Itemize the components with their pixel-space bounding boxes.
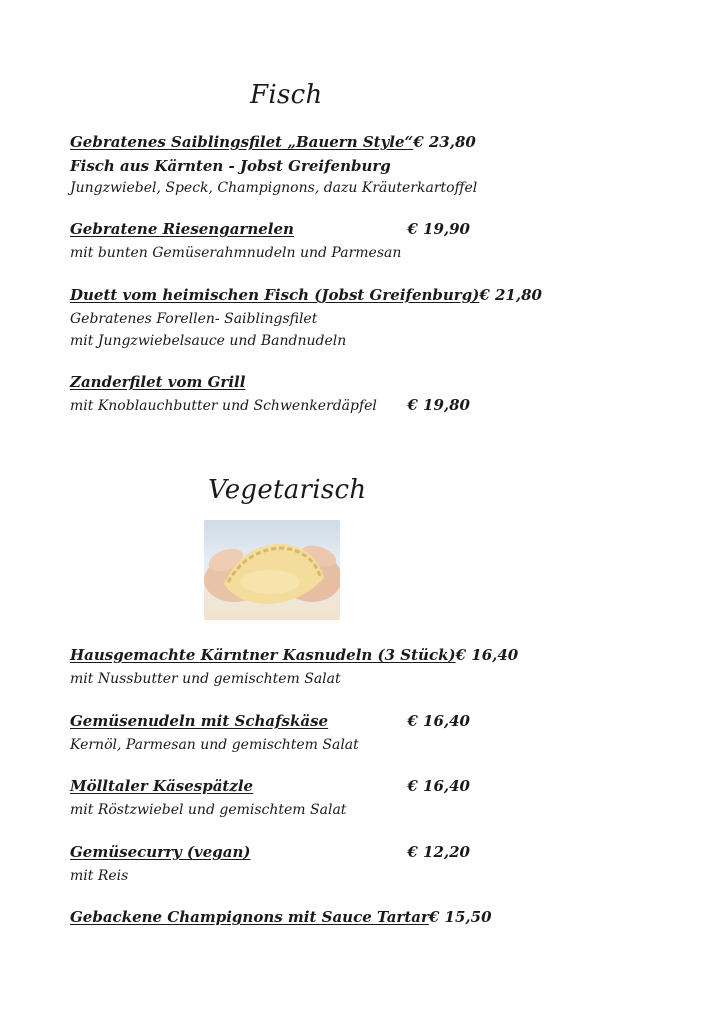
item-description: mit Röstzwiebel und gemischtem Salat xyxy=(70,802,347,818)
item-price: € 23,80 xyxy=(413,133,476,151)
menu-item xyxy=(70,908,492,930)
item-name: Hausgemachte Kärntner Kasnudeln (3 Stück) xyxy=(70,646,456,664)
item-price: € 12,20 xyxy=(407,843,470,861)
menu-item xyxy=(70,133,478,199)
item-name: Gemüsecurry (vegan) xyxy=(70,843,251,861)
item-name: Gebackene Champignons mit Sauce Tartar xyxy=(70,908,429,926)
section-title-vegetarisch: Vegetarisch xyxy=(208,475,367,505)
item-price: € 16,40 xyxy=(407,712,470,730)
item-description: Kernöl, Parmesan und gemischtem Salat xyxy=(70,737,359,753)
section-title-fisch: Fisch xyxy=(250,80,323,110)
item-price: € 19,90 xyxy=(407,220,470,238)
menu-item xyxy=(70,843,470,887)
kasnudel-illustration xyxy=(204,520,340,620)
item-subtitle: Fisch aus Kärnten - Jobst Greifenburg xyxy=(70,157,391,175)
item-price: € 16,40 xyxy=(407,777,470,795)
item-description: Gebratenes Forellen- Saiblingsfilet xyxy=(70,311,318,327)
item-price: € 19,80 xyxy=(407,396,470,414)
menu-item xyxy=(70,286,542,352)
item-description: mit Jungzwiebelsauce und Bandnudeln xyxy=(70,333,347,349)
item-price: € 15,50 xyxy=(428,908,492,926)
item-description: mit Knoblauchbutter und Schwenkerdäpfel xyxy=(70,398,377,414)
item-name: Duett vom heimischen Fisch (Jobst Greifenburg) xyxy=(70,286,480,304)
item-name: Gebratenes Saiblingsfilet „Bauern Style“ xyxy=(70,133,414,151)
item-name: Gemüsenudeln mit Schafskäse xyxy=(70,712,329,730)
item-price: € 21,80 xyxy=(479,286,542,304)
menu-item xyxy=(70,373,470,417)
kasnudel-photo xyxy=(204,520,340,620)
item-name: Zanderfilet vom Grill xyxy=(70,373,246,391)
menu-item xyxy=(70,777,470,821)
menu-item xyxy=(70,712,470,756)
menu-item xyxy=(70,220,470,264)
item-description: mit bunten Gemüserahmnudeln und Parmesan xyxy=(70,245,402,261)
item-description: Jungzwiebel, Speck, Champignons, dazu Kräuterkartoffel xyxy=(70,180,478,196)
item-name: Gebratene Riesengarnelen xyxy=(70,220,294,238)
menu-item xyxy=(70,646,519,690)
item-price: € 16,40 xyxy=(455,646,519,664)
item-description: mit Nussbutter und gemischtem Salat xyxy=(70,671,341,687)
item-name: Mölltaler Käsespätzle xyxy=(70,777,254,795)
item-description: mit Reis xyxy=(70,868,129,884)
